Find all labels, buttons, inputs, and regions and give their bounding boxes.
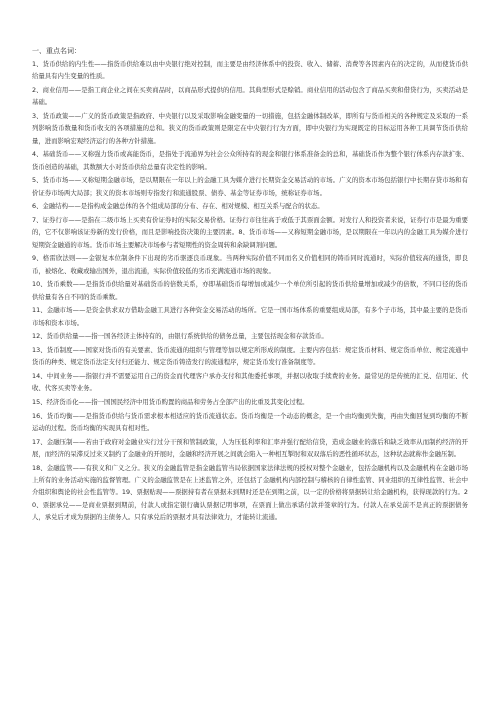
term-paragraph: 15、经济货币化——指一国国民经济中用货币购置的商品和劳务占全部产出的比重及其变化过程。	[32, 398, 309, 406]
term-paragraph: 16、货币均衡——是指货币供给与货币需求根本相适应的货币流通状态。货币均衡是一个动态的概念，是一个由均衡到失衡，再由失衡回复到均衡的不断运动的过程。货币均衡的实现具有相对性。	[32, 411, 468, 432]
term-paragraph: 4、基础货币——又称强力货币或高能货币，是指处于流通界为社会公众所持有的现金和银行体系准备金的总和，基础货币作为整个银行体系内存款扩张、货币创造的基础，其数额大小对货币供给总量有决定性的影响。	[32, 150, 468, 171]
term-paragraph: 18、金融监管——有狭义和广义之分。狭义的金融监管是指金融监管当局依据国家法律法规的授权对整个金融业，包括金融机构以及金融机构在金融市场上所有的业务活动实施的监督管理。广义的金融监管是在上述监管之外，还包括了金融机构内部控制与稽核的自律性监管、同业组织的互律性监管、社会中介组织和舆论的社会性监管等。19、票据贴现——票据持有者在票据未到期时还是在到期之前，以一定的价格将票据转让给金融机构，获得现款的行为。20、票据承兑——是商业票据到期前，付款人或指定银行确认票据记明事项，在票面上做出承诺付款并签章的行为。付款人在承兑前不是真正的票据债务人，承兑后才成为票据的主债务人。只有承兑后的票据才具有法律效力，才能转让流通。	[32, 463, 468, 522]
term-list	[32, 58, 468, 524]
term-paragraph: 3、货币政策——广义的货币政策是指政府、中央银行以及采取影响金融变量的一切措施，包括金融体制改革，即所有与货币相关的各种规定及采取的一系列影响货币数量和货币收支的各项措施的总和。狭义的货币政策则是限定在中央银行行为方面，即中央银行为实现既定的目标运用各种工具调节货币供给量，进而影响宏观经济运行的各种方针措施。	[32, 112, 468, 145]
term-paragraph: 14、中间业务——指银行并不需要运用自己的资金而代理客户承办支付和其他委托事项，并据以收取手续费的业务。最常见的是传统的汇兑、信用证、代收、代客买卖等业务。	[32, 372, 468, 393]
term-paragraph: 12、货币供给量——指一国各经济主体持有的，由银行系统供给的债务总量，主要包括现金和存款货币。	[32, 332, 328, 341]
section-heading: 一、重点名词：	[32, 47, 81, 55]
term-paragraph: 13、货币制度——国家对货币的有关要素、货币流通的组织与管理等加以规定所形成的制度。主要内容包括：规定货币材料、规定货币单位、规定流通中货币的种类、规定货币法定支付归还能力、规定货币铸造发行的流通程序，规定货币发行准备制度等。	[32, 346, 468, 367]
term-paragraph: 17、金融压制——若由于政府对金融业实行过分干预和管制政策，人为压低利率和汇率并强行配给信贷，造成金融业的落后和缺乏效率从而制约经济的开展，而经济的呆滞反过来又制约了金融业的开展时，金融和经济开展之间就会陷入一种相互掣肘和双双落后的恶性循环状态，这种状态就称作金融压制。	[32, 437, 468, 458]
term-paragraph: 7、证券行市——是指在二级市场上买卖有价证券时的实际交易价格。证券行市往往高于或低于其票面金额。对发行人和投资者来说，证券行市是最为重要的，它不仅影响该证券新的发行价格，而且是影响投资决策的主要因素。8、货币市场——又称短期金融市场，是以期限在一年以内的金融工具为媒介进行短期资金融通的市场。货币市场主要解决市场参与者短期性的资金周转和余缺调剂问题。	[32, 216, 468, 249]
term-paragraph: 11、金融市场——是资金供求双方借助金融工具进行各种资金交易活动的场所。它是一国市场体系的重要组成局部，有多个子市场，其中最主要的是货币市场和资本市场。	[32, 306, 468, 327]
term-paragraph: 1、货币供给的内生性——指货币供给难以由中央银行绝对控制，而主要是由经济体系中的投资、收入、储蓄、消费等各因素内在的决定的，从而使货币供给量具有内生变量的性质。	[32, 60, 468, 81]
term-paragraph: 6、金融结构——是指构成金融总体的各个组成局部的分布、存在、相对规模、相互关系与配合的状态。	[32, 202, 324, 211]
term-paragraph: 9、格雷欣法则——金银复本位制条件下出现的劣币驱逐良币现象。当两种实际价值不同而名义价值相同的铸币同时流通时，实际价值较高的通货，即良币，被熔化、收藏或输出国外，退出流通，实际价值较低的劣币充满流通市场的现象。	[32, 254, 468, 275]
term-paragraph: 10、货币乘数——是指货币供给量对基础货币的倍数关系，亦即基础货币每增加或减少一个单位所引起的货币供给量增加或减少的倍数，不同口径的货币供给量有各自不同的货币乘数。	[32, 280, 468, 301]
term-paragraph: 2、商业信用——是指工商企业之间在买卖商品时，以商品形式提供的信用。其典型形式是赊销。商业信用的活动包含了商品买卖和借贷行为，买卖活动是基础。	[32, 86, 468, 107]
term-paragraph: 5、货币市场——又称短期金融市场，是以期限在一年以上的金融工具为媒介进行长期资金交易活动的市场。广义的资本市场包括银行中长期存贷市场和有价证券市场两大局部；狭义的资本市场则专指发行和流通股票、债券、基金等证券市场，统称证券市场。	[32, 176, 468, 197]
